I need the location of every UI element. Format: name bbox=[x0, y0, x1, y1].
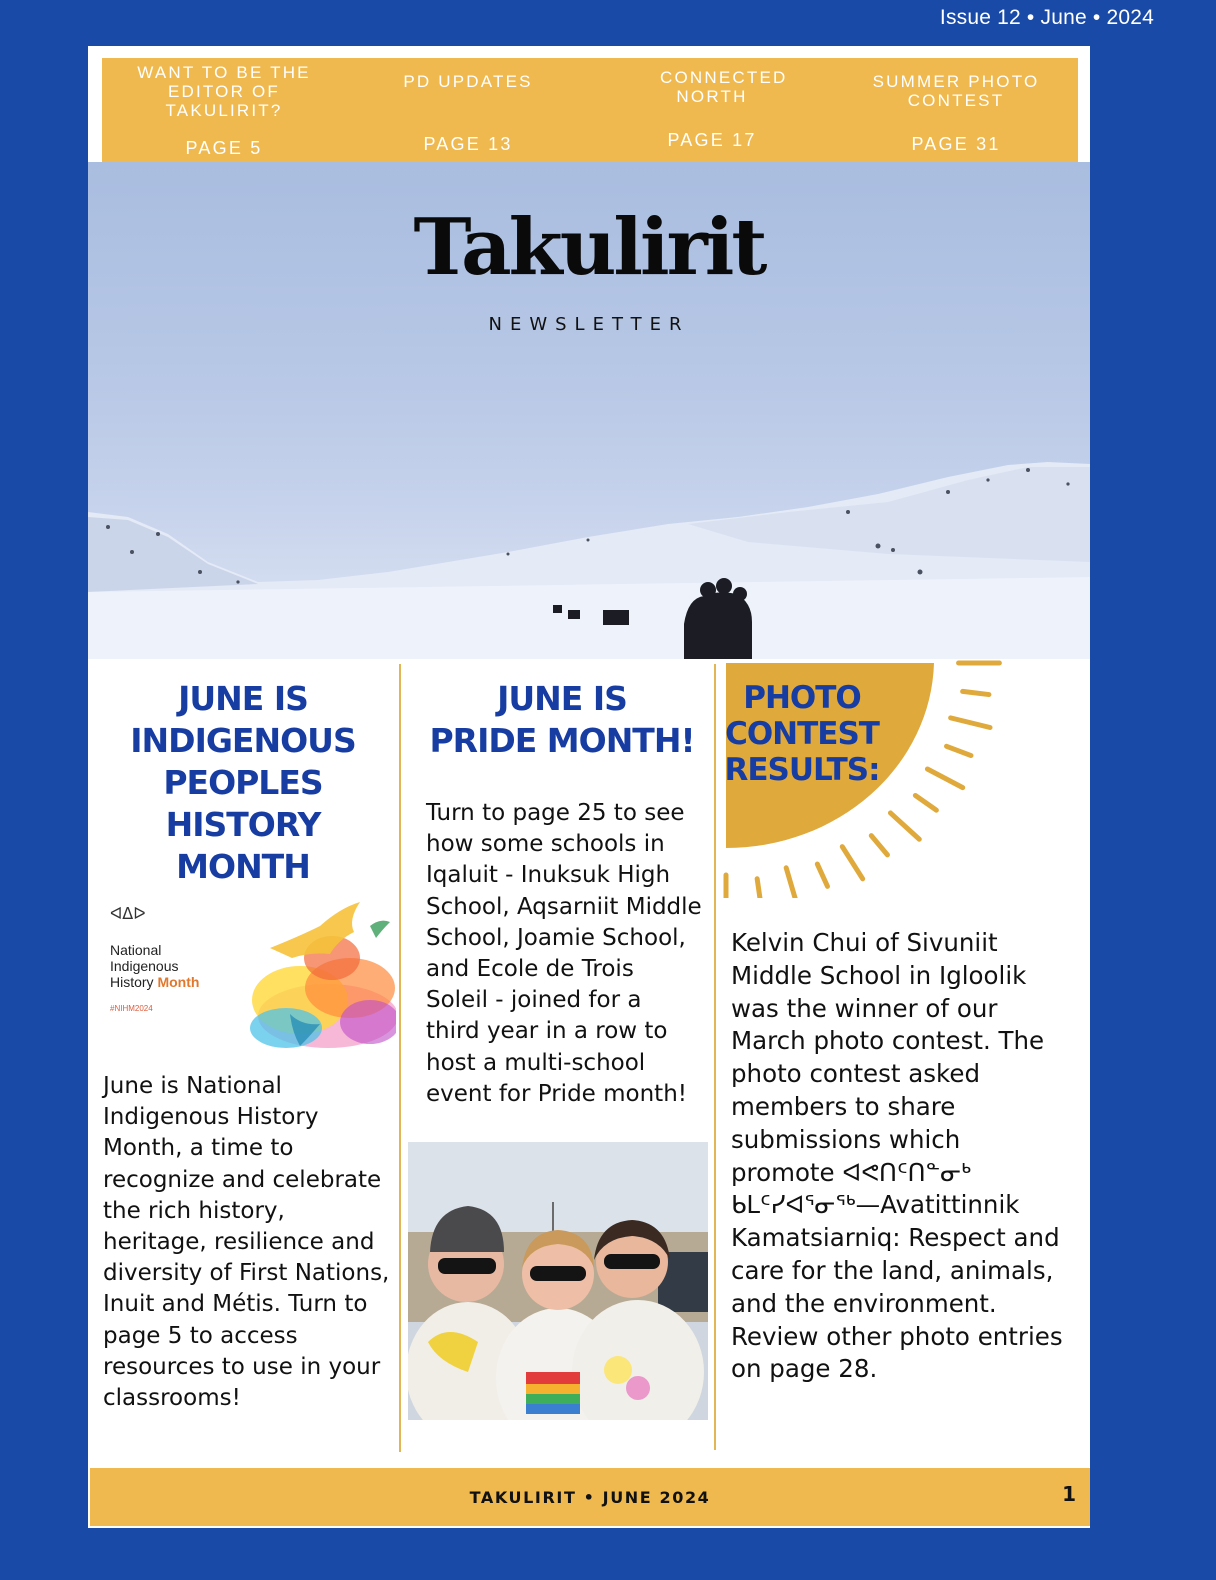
heading-line: JUNE IS bbox=[178, 679, 308, 718]
masthead-subtitle: NEWSLETTER bbox=[488, 314, 690, 335]
hero-photo bbox=[88, 162, 1090, 659]
sun-ray bbox=[915, 795, 936, 810]
heading-line: HISTORY bbox=[165, 805, 321, 844]
toc-item-photo-contest[interactable] bbox=[834, 58, 1078, 162]
toc-item-pd-updates[interactable] bbox=[346, 58, 590, 162]
pride-photo-illustration bbox=[408, 1142, 708, 1420]
indigenous-history-body: June is National Indigenous History Month, a time to recognize and celebrate the rich history, heritage, resilience and diversity of First Nations, Inuit and Métis. Turn to page 5 to access resources to use in your classrooms! bbox=[103, 1073, 390, 1412]
heading-line: INDIGENOUS bbox=[130, 721, 356, 760]
toc-page: PAGE 31 bbox=[911, 134, 1001, 154]
contents-strip bbox=[102, 58, 1078, 162]
syllabics-logo: ᐊᐃᐅ bbox=[110, 904, 146, 923]
label-line: Indigenous bbox=[110, 958, 179, 974]
label-line: National bbox=[110, 942, 162, 958]
toc-title: CONNECTED NORTH bbox=[660, 68, 788, 106]
heading-line: PHOTO bbox=[743, 680, 861, 716]
pride-month-heading bbox=[404, 678, 720, 762]
toc-page: PAGE 17 bbox=[667, 130, 757, 150]
sun-ray bbox=[951, 718, 990, 728]
label-history: History bbox=[110, 974, 154, 990]
masthead-title: Takulirit bbox=[413, 202, 765, 293]
indigenous-history-heading bbox=[88, 678, 398, 888]
photo-contest-heading bbox=[720, 680, 884, 788]
page-footer bbox=[90, 1468, 1090, 1526]
heading-line: PRIDE MONTH! bbox=[429, 721, 695, 760]
page-number: 1 bbox=[1062, 1482, 1076, 1506]
nihm-label bbox=[110, 942, 199, 990]
label-line bbox=[110, 974, 199, 990]
pride-photo bbox=[408, 1142, 708, 1420]
heading-line: PEOPLES bbox=[163, 763, 323, 802]
sun-ray bbox=[871, 836, 887, 855]
toc-item-connected-north[interactable] bbox=[590, 58, 834, 162]
nihm-hashtag: #NIHM2024 bbox=[110, 1004, 153, 1013]
pride-month-body: Turn to page 25 to see how some schools in Iqaluit - Inuksuk High School, Aqsarniit Middle School, Joamie School, and Ecole de Trois Soleil - joined for a third year in a row to host a multi-school event for Pride month! bbox=[426, 800, 702, 1107]
sun-ray bbox=[890, 813, 919, 839]
heading-line: CONTEST bbox=[725, 716, 879, 752]
sun-ray bbox=[927, 769, 962, 788]
heading-line: MONTH bbox=[176, 847, 310, 886]
toc-page: PAGE 5 bbox=[185, 138, 263, 158]
sun-ray bbox=[817, 864, 827, 886]
sun-ray bbox=[842, 847, 862, 879]
newsletter-page bbox=[88, 46, 1090, 1528]
column-divider bbox=[714, 664, 716, 1450]
toc-title: SUMMER PHOTO CONTEST bbox=[872, 72, 1040, 110]
sun-ray bbox=[786, 868, 797, 898]
sun-ray bbox=[757, 879, 760, 898]
heading-line: RESULTS: bbox=[724, 752, 880, 788]
issue-line: Issue 12 • June • 2024 bbox=[939, 6, 1154, 29]
footer-title: TAKULIRIT • JUNE 2024 bbox=[469, 1488, 711, 1507]
toc-page: PAGE 13 bbox=[423, 134, 513, 154]
toc-item-editor[interactable] bbox=[102, 58, 346, 162]
photo-contest-body: Kelvin Chui of Sivuniit Middle School in Igloolik was the winner of our March photo contest. The photo contest asked members to share submissions which promote ᐊᕙᑎᑦᑎᓐᓂᒃ ᑲᒪᑦᓯᐊᕐᓂᖅ—Avatittinnik Kamatsiarniq: Respect and care for the land, animals, and the environment. Review other photo entries on page 28. bbox=[731, 928, 1063, 1384]
column-divider bbox=[399, 664, 401, 1452]
sun-ray bbox=[963, 691, 989, 694]
label-month: Month bbox=[157, 974, 200, 990]
painted-bird-artwork bbox=[230, 896, 396, 1056]
toc-title: WANT TO BE THE EDITOR OF TAKULIRIT? bbox=[137, 63, 311, 120]
nihm-graphic bbox=[102, 896, 396, 1056]
toc-title: PD UPDATES bbox=[403, 72, 533, 91]
sun-ray bbox=[947, 746, 972, 755]
heading-line: JUNE IS bbox=[497, 679, 627, 718]
